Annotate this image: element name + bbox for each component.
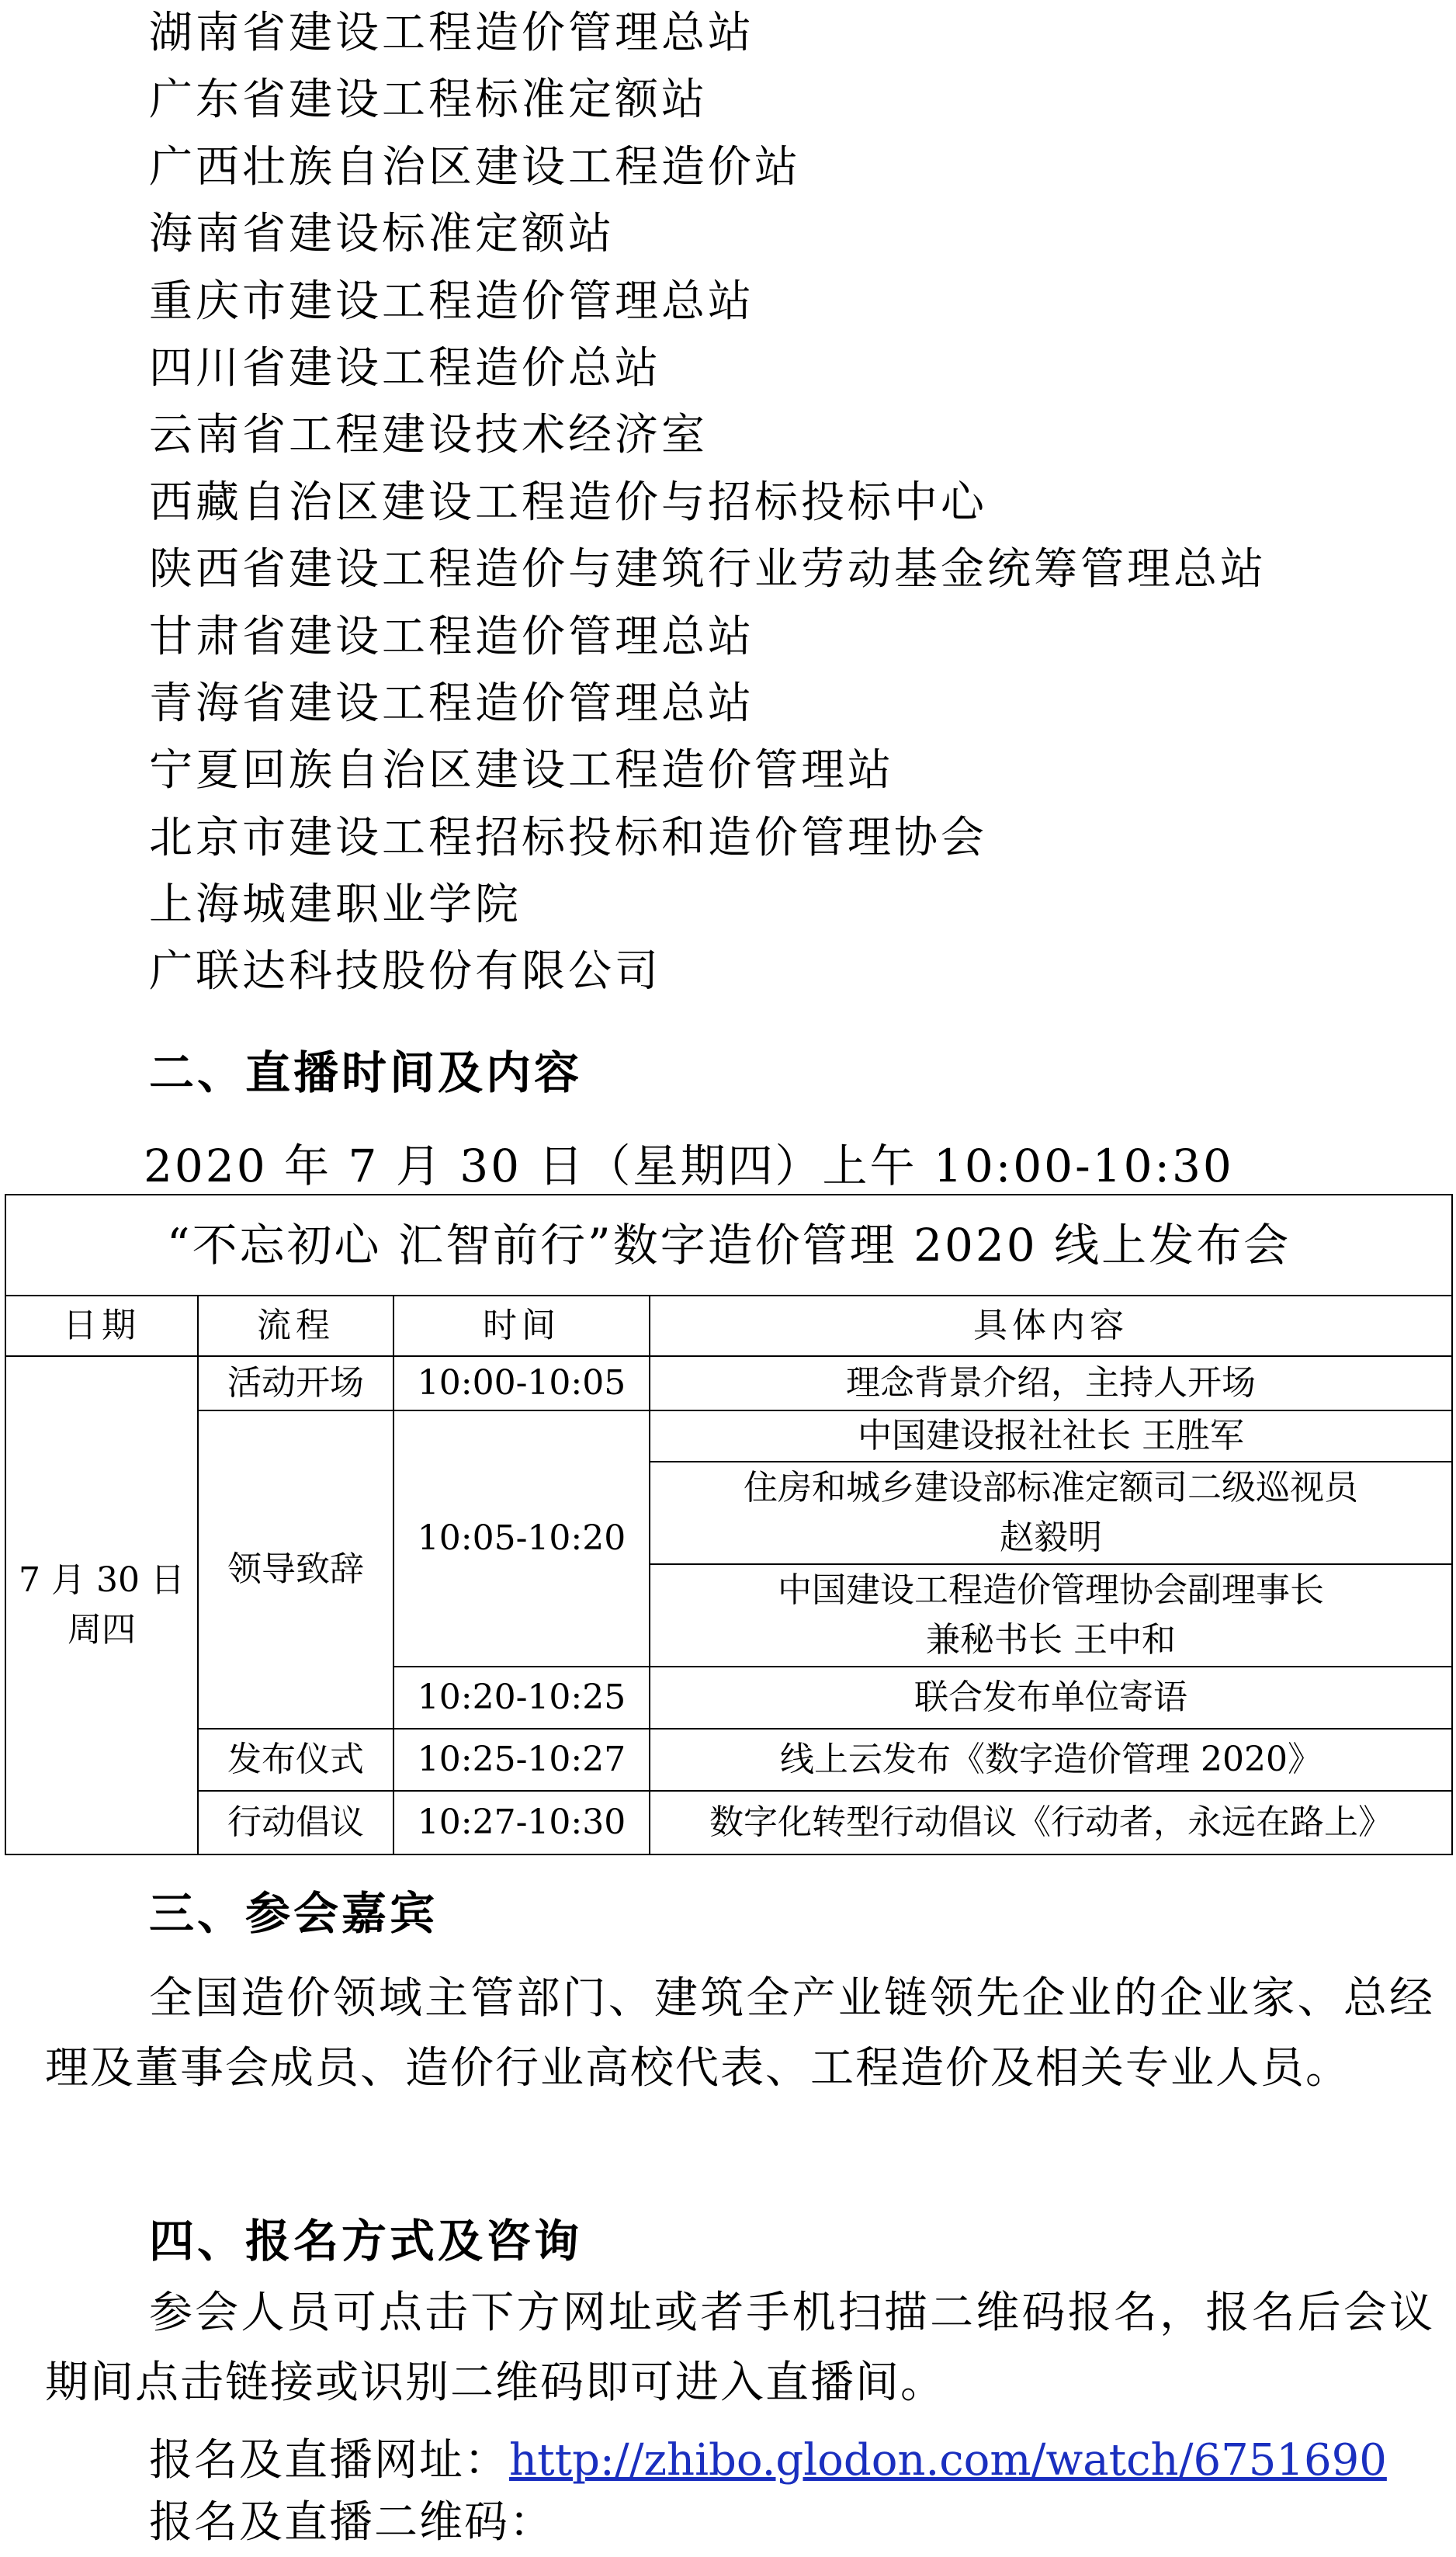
content-action: 数字化转型行动倡议《行动者，永远在路上》: [650, 1791, 1452, 1854]
registration-url-link[interactable]: http://zhibo.glodon.com/watch/6751690: [509, 2435, 1387, 2486]
header-process: 流程: [198, 1296, 393, 1356]
section-heading-registration: 四、报名方式及咨询: [149, 2215, 583, 2267]
organization-item: 湖南省建设工程造价管理总站: [149, 8, 754, 58]
guests-paragraph: 全国造价领域主管部门、建筑全产业链领先企业的企业家、总经理及董事会成员、造价行业高校代表、工程造价及相关专业人员。: [45, 1973, 1434, 2094]
organization-item: 四川省建设工程造价总站: [149, 342, 661, 394]
agenda-title: “不忘初心 汇智前行”数字造价管理 2020 线上发布会: [5, 1195, 1452, 1296]
agenda-date-weekday: 周四: [68, 1610, 136, 1650]
organization-item: 重庆市建设工程造价管理总站: [149, 276, 754, 327]
process-action: 行动倡议: [198, 1791, 393, 1854]
organization-item: 西藏自治区建设工程造价与招标投标中心: [149, 477, 987, 528]
header-date: 日期: [5, 1296, 198, 1356]
organization-item: 上海城建职业学院: [149, 880, 522, 931]
content-speech-3-line2: 兼秘书长 王中和: [926, 1620, 1177, 1660]
content-speech-3: [650, 1564, 1452, 1667]
time-speech: 10:05-10:20: [393, 1410, 650, 1667]
content-opening: 理念背景介绍，主持人开场: [650, 1356, 1452, 1410]
content-speech-2-line1: 住房和城乡建设部标准定额司二级巡视员: [744, 1468, 1359, 1507]
content-speech-2-line2: 赵毅明: [1000, 1518, 1103, 1557]
content-release: 线上云发布《数字造价管理 2020》: [650, 1729, 1452, 1791]
organization-item: 海南省建设标准定额站: [149, 209, 615, 260]
header-content: 具体内容: [650, 1296, 1452, 1356]
organization-item: 广东省建设工程标准定额站: [149, 75, 708, 126]
organization-list: [149, 0, 1267, 1006]
organization-item: 甘肃省建设工程造价管理总站: [149, 611, 754, 662]
organization-item: 青海省建设工程造价管理总站: [149, 678, 754, 729]
agenda-date-day: 7 月 30 日: [19, 1560, 185, 1600]
content-speech-2: [650, 1462, 1452, 1564]
organization-item: 北京市建设工程招标投标和造价管理协会: [149, 812, 987, 863]
time-release: 10:25-10:27: [393, 1729, 650, 1791]
process-opening: 活动开场: [198, 1356, 393, 1410]
organization-item: 广联达科技股份有限公司: [149, 946, 661, 997]
organization-item: 陕西省建设工程造价与建筑行业劳动基金统筹管理总站: [149, 544, 1267, 595]
registration-url-line: [149, 2426, 1387, 2488]
registration-paragraph: 参会人员可点击下方网址或者手机扫描二维码报名，报名后会议期间点击链接或识别二维码即可进入直播间。: [45, 2288, 1434, 2408]
content-speech-1: 中国建设报社社长 王胜军: [650, 1410, 1452, 1462]
time-opening: 10:00-10:05: [393, 1356, 650, 1410]
content-speech-3-line1: 中国建设工程造价管理协会副理事长: [778, 1570, 1325, 1610]
time-speech-2: 10:20-10:25: [393, 1667, 650, 1729]
organization-item: 广西壮族自治区建设工程造价站: [149, 141, 801, 193]
agenda-date: [5, 1356, 198, 1854]
agenda-table: [5, 1194, 1453, 1855]
registration-qr-label: 报名及直播二维码：: [149, 2497, 554, 2548]
header-time: 时间: [393, 1296, 650, 1356]
registration-url-label: 报名及直播网址：: [149, 2435, 509, 2486]
process-speech: 领导致辞: [198, 1410, 393, 1729]
process-release: 发布仪式: [198, 1729, 393, 1791]
organization-item: 宁夏回族自治区建设工程造价管理站: [149, 745, 894, 796]
broadcast-time: 2020 年 7 月 30 日（星期四）上午 10:00-10:30: [144, 1140, 1234, 1192]
organization-item: 云南省工程建设技术经济室: [149, 410, 708, 461]
time-action: 10:27-10:30: [393, 1791, 650, 1854]
content-speech-4: 联合发布单位寄语: [650, 1667, 1452, 1729]
section-heading-guests: 三、参会嘉宾: [149, 1887, 439, 1940]
section-heading-broadcast-time: 二、直播时间及内容: [149, 1046, 583, 1099]
